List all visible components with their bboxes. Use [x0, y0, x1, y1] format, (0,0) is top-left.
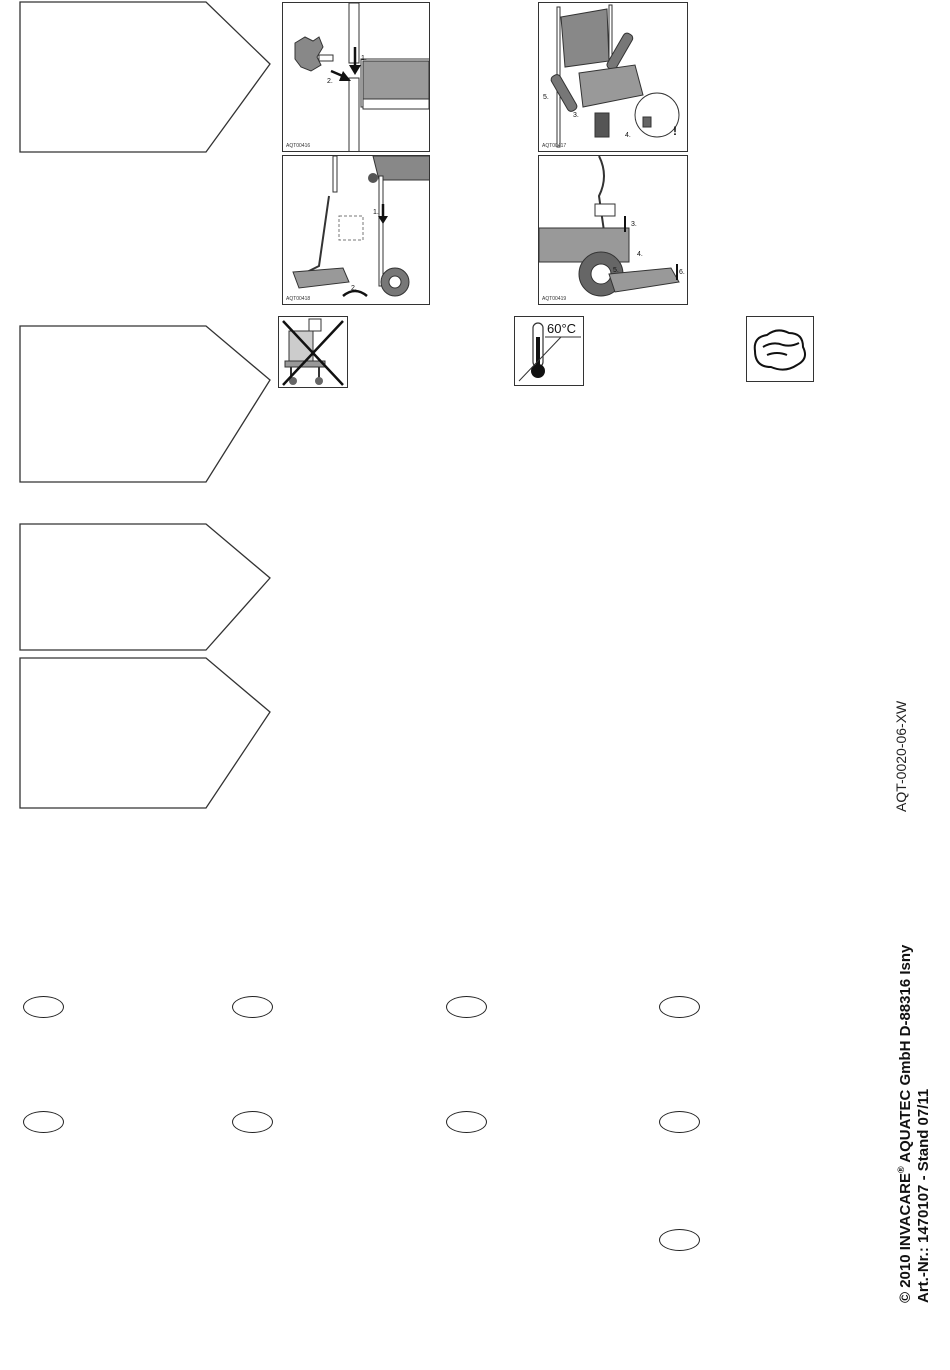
language-oval: [23, 1111, 64, 1133]
arrow-panel-1: [18, 0, 274, 156]
figure-code: AQT00418: [286, 296, 311, 302]
language-oval: [659, 996, 700, 1018]
warning-mark: !: [673, 124, 677, 138]
document-code: AQT-0020-06-XW: [893, 700, 909, 812]
language-oval: [659, 1111, 700, 1133]
step-5-label: 5.: [613, 267, 619, 274]
thermometer-icon: [514, 316, 584, 386]
figure-1: [282, 2, 430, 152]
language-oval: [446, 1111, 487, 1133]
article-number: Art.-Nr.: 1470107 - Stand 07/11: [915, 1088, 932, 1303]
step-4-label: 4.: [625, 132, 631, 139]
step-4-label: 4.: [637, 251, 643, 258]
step-5-label: 5.: [543, 94, 549, 101]
figure-3: [282, 155, 430, 305]
language-oval: [659, 1229, 700, 1251]
arrow-panel-3: [18, 522, 274, 654]
temperature-label: 60°C: [547, 321, 577, 336]
step-2-label: 2.: [327, 78, 333, 85]
no-use-icon: [278, 316, 348, 388]
step-3-label: 3.: [573, 112, 579, 119]
figure-code: AQT00416: [286, 143, 311, 149]
copyright-line: © 2010 INVACARE® AQUATEC GmbH D-88316 Isny: [896, 944, 914, 1303]
step-1-label: 1.: [361, 55, 367, 62]
language-oval: [232, 996, 273, 1018]
arrow-panel-4: [18, 656, 274, 812]
figure-code: AQT00417: [542, 143, 567, 149]
step-2-label: 2.: [351, 285, 357, 292]
language-oval: [232, 1111, 273, 1133]
figure-4: [538, 155, 688, 305]
figure-code: AQT00419: [542, 296, 567, 302]
wipe-clean-icon: [746, 316, 814, 382]
arrow-panel-2: [18, 324, 274, 486]
step-1-label: 1.: [373, 209, 379, 216]
language-oval: [23, 996, 64, 1018]
figure-2: [538, 2, 688, 152]
step-6-label: 6.: [679, 269, 685, 276]
step-3-label: 3.: [631, 221, 637, 228]
language-oval: [446, 996, 487, 1018]
